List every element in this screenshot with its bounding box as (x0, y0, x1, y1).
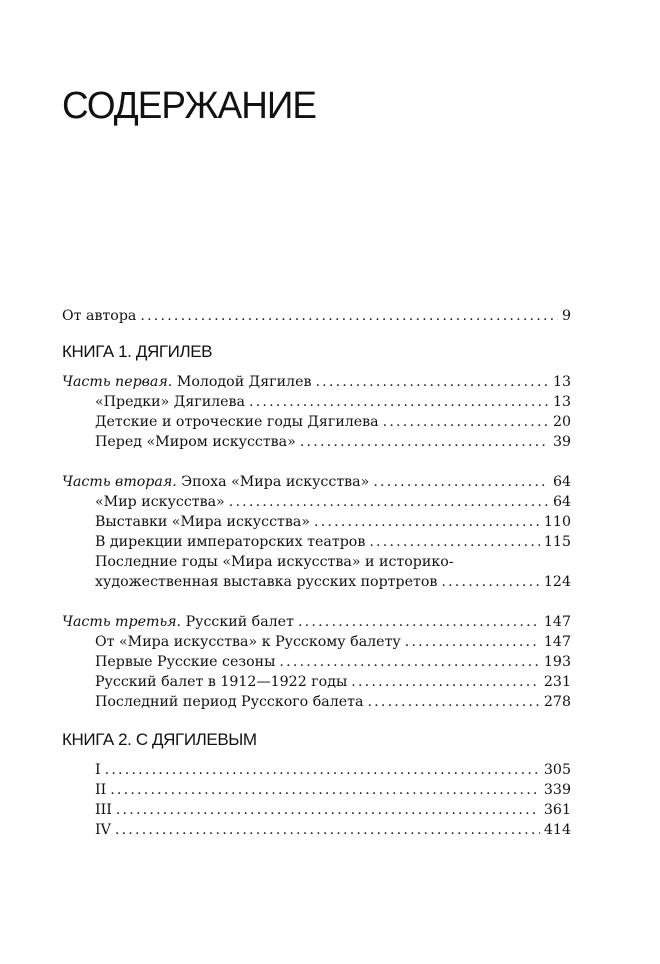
dot-leader (229, 492, 549, 512)
toc-entry-page: 9 (561, 308, 571, 324)
toc-chapter[interactable] (62, 820, 571, 840)
part-prefix: Часть вторая. (62, 474, 177, 490)
toc-entry-label: Русский балет в 1912—1922 годы (95, 674, 348, 690)
toc-entry-page: 231 (543, 674, 571, 690)
toc-entry-label: Последний период Русского балета (95, 694, 364, 710)
part-prefix: Часть первая. (62, 374, 173, 390)
toc-chapter[interactable] (62, 392, 571, 412)
toc-chapter[interactable] (62, 652, 571, 672)
dot-leader (300, 432, 549, 452)
toc-entry-label: В дирекции императорских театров (95, 534, 366, 550)
dot-leader (249, 392, 549, 412)
toc-part-3[interactable] (62, 612, 571, 632)
toc-entry-page: 64 (552, 474, 571, 490)
book-2-heading: КНИГА 2. С ДЯГИЛЕВЫМ (62, 730, 257, 749)
toc-entry-label: Детские и отроческие годы Дягилева (95, 414, 379, 430)
toc-chapter[interactable] (62, 432, 571, 452)
dot-leader (140, 306, 558, 326)
part-title: Молодой Дягилев (176, 374, 312, 390)
toc-chapter[interactable] (62, 692, 571, 712)
toc-entry-label: Первые Русские сезоны (95, 654, 276, 670)
dot-leader (351, 672, 540, 692)
dot-leader (298, 612, 540, 632)
dot-leader (367, 692, 539, 712)
dot-leader (315, 372, 548, 392)
dot-leader (110, 780, 540, 800)
dot-leader (441, 572, 540, 592)
dot-leader (105, 760, 540, 780)
toc-chapter[interactable] (62, 512, 571, 532)
book-1-heading: КНИГА 1. ДЯГИЛЕВ (62, 342, 213, 361)
toc-entry-page: 110 (543, 514, 571, 530)
toc-entry-label: II (95, 782, 107, 798)
toc-entry-page: 13 (552, 374, 571, 390)
dot-leader (116, 800, 540, 820)
toc-entry-page: 414 (543, 822, 571, 838)
toc-entry-page: 124 (543, 574, 571, 590)
page-title: СОДЕРЖАНИЕ (62, 85, 317, 128)
toc-entry-page: 278 (543, 694, 571, 710)
toc-entry-label: I (95, 762, 101, 778)
toc-entry-label: Перед «Миром искусства» (95, 434, 296, 450)
toc-entry-page: 305 (543, 762, 571, 778)
dot-leader (369, 532, 540, 552)
toc-part-2[interactable] (62, 472, 571, 492)
toc-chapter[interactable] (62, 492, 571, 512)
toc-part-1[interactable] (62, 372, 571, 392)
toc-entry-label: Последние годы «Мира искусства» и историко- (95, 554, 454, 570)
toc-entry-page: 39 (552, 434, 571, 450)
toc-entry-label: От автора (62, 308, 137, 324)
part-prefix: Часть третья. (62, 614, 182, 630)
toc-chapter[interactable] (62, 672, 571, 692)
dot-leader (314, 512, 540, 532)
dot-leader (115, 820, 540, 840)
toc-entry-page: 115 (543, 534, 571, 550)
toc-entry-page: 20 (552, 414, 571, 430)
toc-entry-label: «Предки» Дягилева (95, 394, 246, 410)
toc-entry-label: Выставки «Мира искусства» (95, 514, 310, 530)
part-title: Русский балет (185, 614, 294, 630)
table-of-contents (62, 306, 571, 840)
toc-entry-page: 64 (552, 494, 571, 510)
dot-leader (279, 652, 539, 672)
dot-leader (405, 632, 540, 652)
dot-leader (373, 472, 549, 492)
toc-entry-label: «Мир искусства» (95, 494, 225, 510)
toc-entry-page: 361 (543, 802, 571, 818)
part-title: Эпоха «Мира искусства» (181, 474, 370, 490)
toc-entry-label: От «Мира искусства» к Русскому балету (95, 634, 401, 650)
toc-entry-label: IV (95, 822, 111, 838)
toc-chapter[interactable] (62, 532, 571, 552)
toc-chapter[interactable] (62, 780, 571, 800)
toc-chapter-line-2[interactable] (62, 572, 571, 592)
dot-leader (383, 412, 549, 432)
toc-chapter[interactable] (62, 412, 571, 432)
toc-entry-label: III (95, 802, 112, 818)
toc-entry-preface[interactable] (62, 306, 571, 326)
toc-entry-label: художественная выставка русских портретов (95, 574, 438, 590)
toc-entry-page: 147 (543, 634, 571, 650)
toc-chapter[interactable] (62, 760, 571, 780)
toc-entry-page: 147 (543, 614, 571, 630)
toc-entry-page: 193 (543, 654, 571, 670)
toc-chapter[interactable] (62, 800, 571, 820)
toc-entry-page: 339 (543, 782, 571, 798)
toc-chapter[interactable] (62, 632, 571, 652)
toc-entry-page: 13 (552, 394, 571, 410)
toc-chapter-line-1[interactable] (62, 552, 571, 572)
